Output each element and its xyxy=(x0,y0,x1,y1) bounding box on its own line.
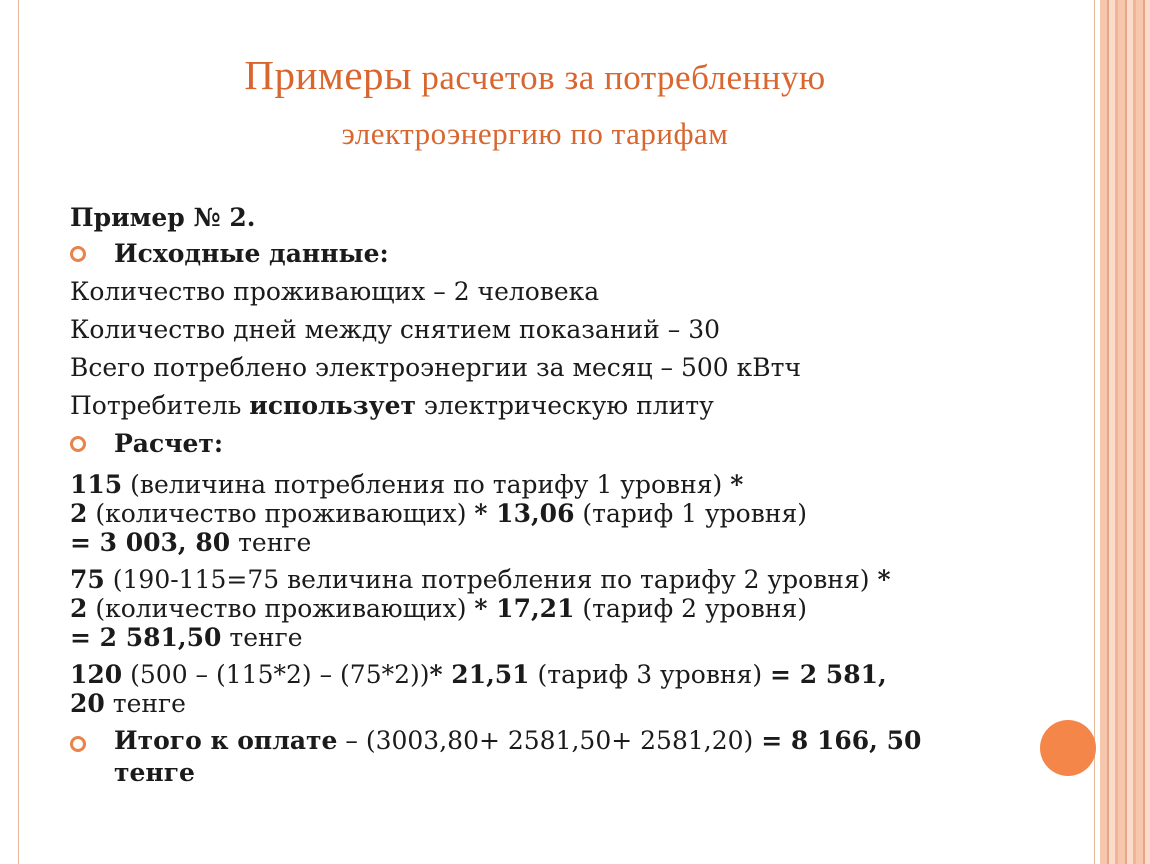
calc3-quantity: 120 xyxy=(70,660,123,689)
calc3-result-part1: = 2 581, xyxy=(770,660,887,689)
calc1-line3 xyxy=(70,528,1050,557)
calc1-description: (величина потребления по тарифу 1 уровня) xyxy=(130,470,723,499)
bullet-calculation xyxy=(70,426,1050,462)
calc2-unit: тенге xyxy=(229,623,303,652)
calc2-line2 xyxy=(70,594,1050,623)
total-unit-line xyxy=(70,755,1050,791)
calc1-tariff-value: * 13,06 xyxy=(474,499,575,528)
calc1-tariff-note: (тариф 1 уровня) xyxy=(582,499,807,528)
stove-bold: использует xyxy=(249,391,416,420)
calc1-line1 xyxy=(70,470,1050,499)
calc2-residents-note: (количество проживающих) xyxy=(95,594,467,623)
calc1-result: = 3 003, 80 xyxy=(70,528,231,557)
title-line2: электроэнергию по тарифам xyxy=(341,116,729,151)
calc2-quantity: 75 xyxy=(70,565,105,594)
calc3-tariff-note: (тариф 3 уровня) xyxy=(537,660,763,689)
calc1-residents-note: (количество проживающих) xyxy=(95,499,467,528)
total-formula: – (3003,80+ 2581,50+ 2581,20) xyxy=(345,726,754,755)
stove-prefix: Потребитель xyxy=(70,391,242,420)
residents-line: Количество проживающих – 2 человека xyxy=(70,277,600,306)
bullet-initial-data xyxy=(70,236,1050,272)
calc-block-2 xyxy=(70,565,1050,652)
calc2-description: (190-115=75 величина потребления по тарифу 2 уровня) xyxy=(112,565,870,594)
slide-frame-left xyxy=(18,0,19,864)
calc2-line1 xyxy=(70,565,1050,594)
calc2-residents: 2 xyxy=(70,594,88,623)
calc-block-3 xyxy=(70,660,1050,718)
calc1-operator: * xyxy=(730,470,744,499)
slide-body xyxy=(70,200,1050,791)
calc3-description: (500 – (115*2) – (75*2)) xyxy=(130,660,430,689)
total-unit: тенге xyxy=(114,758,195,787)
calc-heading: Расчет: xyxy=(114,429,224,458)
calc3-tariff-value: * 21,51 xyxy=(429,660,530,689)
calc2-result: = 2 581,50 xyxy=(70,623,222,652)
slide-title xyxy=(60,50,1010,159)
title-first-word: Примеры xyxy=(244,52,413,98)
calc1-line2 xyxy=(70,499,1050,528)
bullet-icon xyxy=(70,736,86,752)
bullet-icon xyxy=(70,436,86,452)
calc3-line2 xyxy=(70,689,1050,718)
example-heading: Пример № 2. xyxy=(70,203,256,232)
calc3-result-part2: 20 xyxy=(70,689,105,718)
calc1-unit: тенге xyxy=(238,528,312,557)
calc2-operator: * xyxy=(877,565,891,594)
stove-line xyxy=(70,388,1050,424)
total-label: Итого к оплате xyxy=(114,726,338,755)
consumed-line: Всего потреблено электроэнергии за месяц – 500 кВтч xyxy=(70,353,802,382)
bullet-icon xyxy=(70,246,86,262)
decorative-stripes xyxy=(1100,0,1150,864)
calc1-residents: 2 xyxy=(70,499,88,528)
calc2-line3 xyxy=(70,623,1050,652)
total-result: = 8 166, 50 xyxy=(761,726,922,755)
calc2-tariff-value: * 17,21 xyxy=(474,594,575,623)
calc2-tariff-note: (тариф 2 уровня) xyxy=(582,594,807,623)
bullet-total xyxy=(70,726,1050,755)
title-line1-rest: расчетов за потребленную xyxy=(421,58,826,97)
slide-frame-right xyxy=(1094,0,1095,864)
calc1-quantity: 115 xyxy=(70,470,123,499)
calc3-line1 xyxy=(70,660,1050,689)
stove-suffix: электрическую плиту xyxy=(423,391,714,420)
days-line: Количество дней между снятием показаний – 30 xyxy=(70,315,721,344)
calc-block-1 xyxy=(70,470,1050,557)
initial-data-heading: Исходные данные: xyxy=(114,239,389,268)
calc3-unit: тенге xyxy=(112,689,186,718)
